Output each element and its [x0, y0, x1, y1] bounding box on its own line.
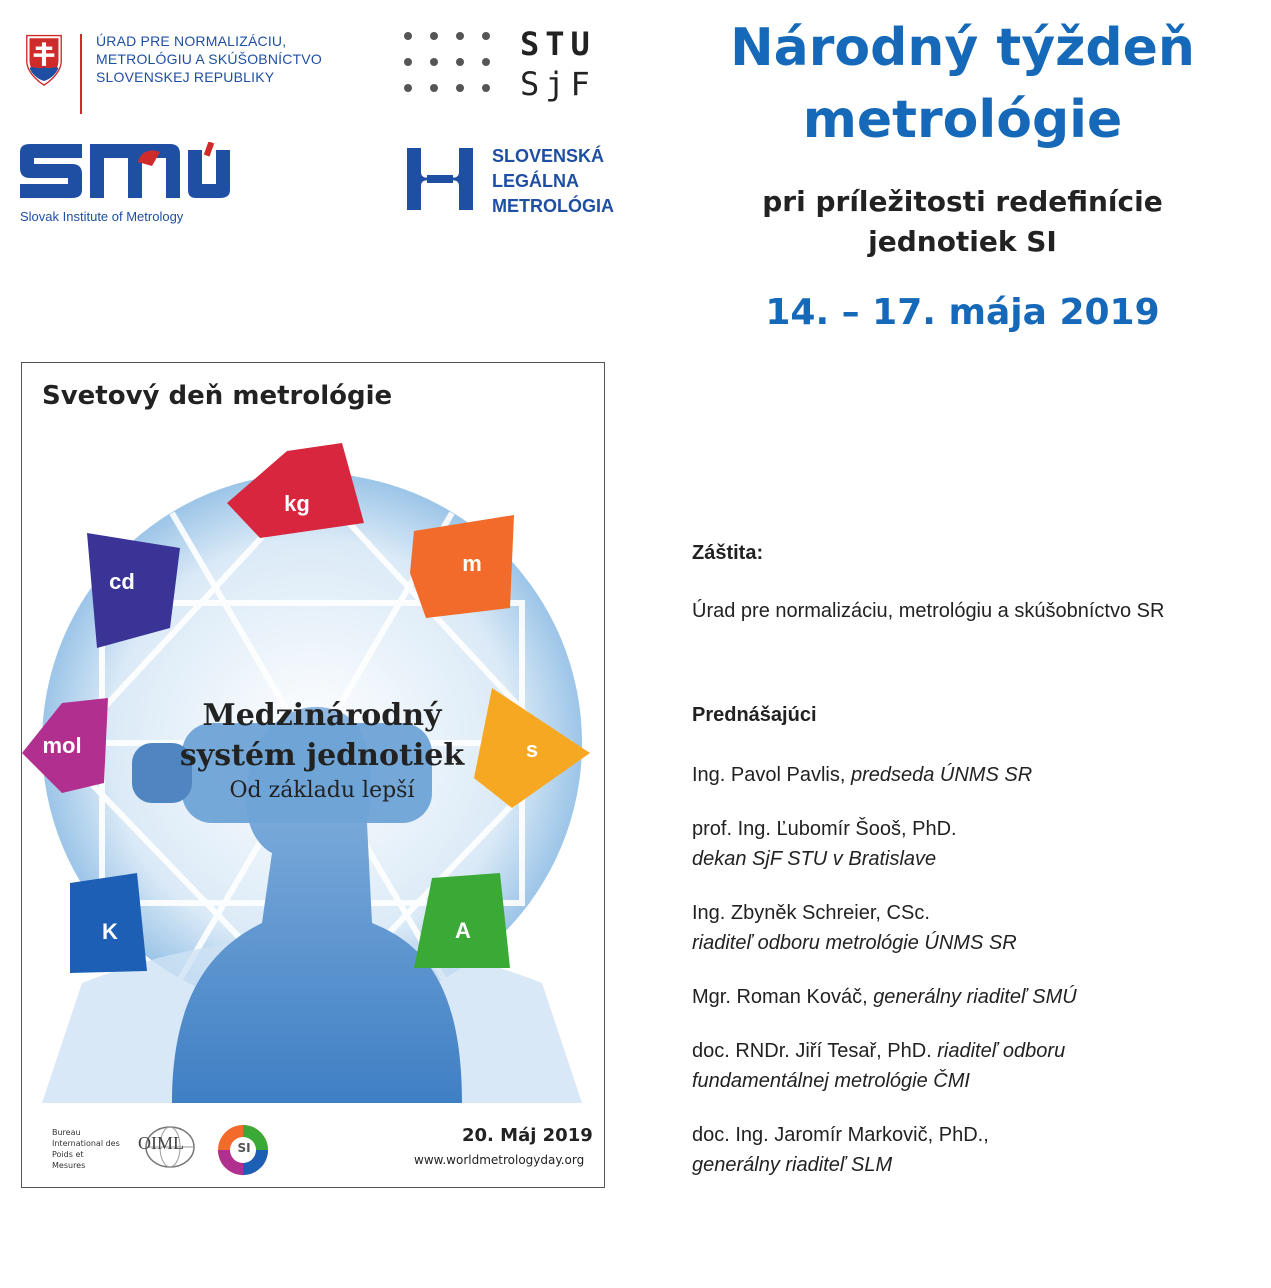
speaker-name: Ing. Pavol Pavlis, — [692, 764, 851, 786]
unms-divider — [80, 34, 82, 114]
poster-headline1: Medzinárodný — [202, 698, 442, 733]
poster-headline3: Od základu lepší — [229, 778, 415, 803]
unit-label-s: s — [525, 737, 539, 762]
poster-url: www.worldmetrologyday.org — [414, 1153, 585, 1167]
bipm-line3: Poids et — [52, 1150, 84, 1159]
unms-logo-text — [96, 32, 322, 86]
speaker-name: doc. RNDr. Jiří Tesař, PhD. — [692, 1040, 938, 1062]
speaker-name: Mgr. Roman Kováč, — [692, 986, 874, 1008]
speakers-section — [692, 700, 1252, 730]
patronage-section — [692, 538, 1252, 626]
speaker-role: riaditeľ odboru — [937, 1040, 1066, 1062]
speakers-label: Prednášajúci — [692, 704, 817, 726]
speaker-role: riaditeľ odboru metrológie ÚNMS SR — [692, 932, 1017, 954]
si-wheel-label: SI — [237, 1141, 251, 1155]
event-title — [690, 12, 1235, 156]
event-dates: 14. – 17. mája 2019 — [765, 292, 1160, 333]
stu-line2: SjF — [520, 65, 596, 103]
unit-label-kg: kg — [284, 491, 310, 516]
unms-coat-of-arms-icon — [20, 30, 68, 92]
bipm-logo — [52, 1127, 120, 1171]
subtitle-line1: pri príležitosti redefinície — [762, 185, 1163, 218]
speaker-6 — [692, 1120, 1252, 1180]
slm-logo-icon — [405, 146, 475, 212]
event-subtitle — [690, 182, 1235, 262]
speaker-role: predseda ÚNMS SR — [850, 764, 1033, 786]
slm-line1: SLOVENSKÁ — [492, 146, 605, 166]
patronage-label: Záštita: — [692, 542, 764, 564]
speaker-5 — [692, 1036, 1252, 1096]
speaker-3 — [692, 898, 1252, 958]
slm-line3: METROLÓGIA — [492, 196, 614, 216]
poster-headline2: systém jednotiek — [179, 738, 465, 773]
bipm-line1: Bureau — [52, 1128, 81, 1137]
speaker-1 — [692, 760, 1252, 790]
patronage-value: Úrad pre normalizáciu, metrológiu a skúšobníctvo SR — [692, 600, 1165, 622]
unms-line3: SLOVENSKEJ REPUBLIKY — [96, 69, 275, 85]
speaker-role: generálny riaditeľ SMÚ — [873, 986, 1077, 1008]
unit-label-m: m — [462, 551, 482, 576]
speaker-role: generálny riaditeľ SLM — [692, 1154, 893, 1176]
speaker-name: Ing. Zbyněk Schreier, CSc. — [692, 902, 930, 924]
poster-date: 20. Máj 2019 — [462, 1125, 593, 1146]
title-line2: metrológie — [802, 90, 1123, 150]
speaker-role-continued: fundamentálnej metrológie ČMI — [692, 1070, 970, 1092]
speaker-name: prof. Ing. Ľubomír Šooš, PhD. — [692, 818, 957, 840]
unms-line1: ÚRAD PRE NORMALIZÁCIU, — [96, 33, 287, 49]
slm-line2: LEGÁLNA — [492, 171, 579, 191]
stu-line1: STU — [520, 25, 596, 63]
poster-title: Svetový deň metrológie — [42, 381, 393, 411]
title-line1: Národný týždeň — [730, 18, 1195, 78]
speaker-2 — [692, 814, 1252, 874]
subtitle-line2: jednotiek SI — [868, 225, 1057, 258]
oiml-logo-text: OIML — [138, 1133, 184, 1153]
unit-label-K: K — [102, 919, 118, 944]
world-metrology-day-poster — [21, 362, 605, 1188]
unms-line2: METROLÓGIU A SKÚŠOBNÍCTVO — [96, 51, 322, 67]
stu-dots-icon — [402, 30, 502, 96]
unit-label-mol: mol — [42, 733, 82, 758]
smu-logo-icon — [20, 142, 230, 200]
slm-logo-text — [492, 144, 614, 219]
unit-label-A: A — [455, 918, 471, 943]
unit-label-cd: cd — [109, 569, 135, 594]
speaker-4 — [692, 982, 1252, 1012]
speaker-name: doc. Ing. Jaromír Markovič, PhD., — [692, 1124, 989, 1146]
speaker-role: dekan SjF STU v Bratislave — [692, 848, 937, 870]
stu-logo-text — [520, 24, 596, 104]
bipm-line4: Mesures — [52, 1161, 86, 1170]
poster-illustration — [22, 423, 604, 1103]
bipm-line2: International des — [52, 1139, 120, 1148]
smu-subtitle: Slovak Institute of Metrology — [20, 209, 184, 224]
